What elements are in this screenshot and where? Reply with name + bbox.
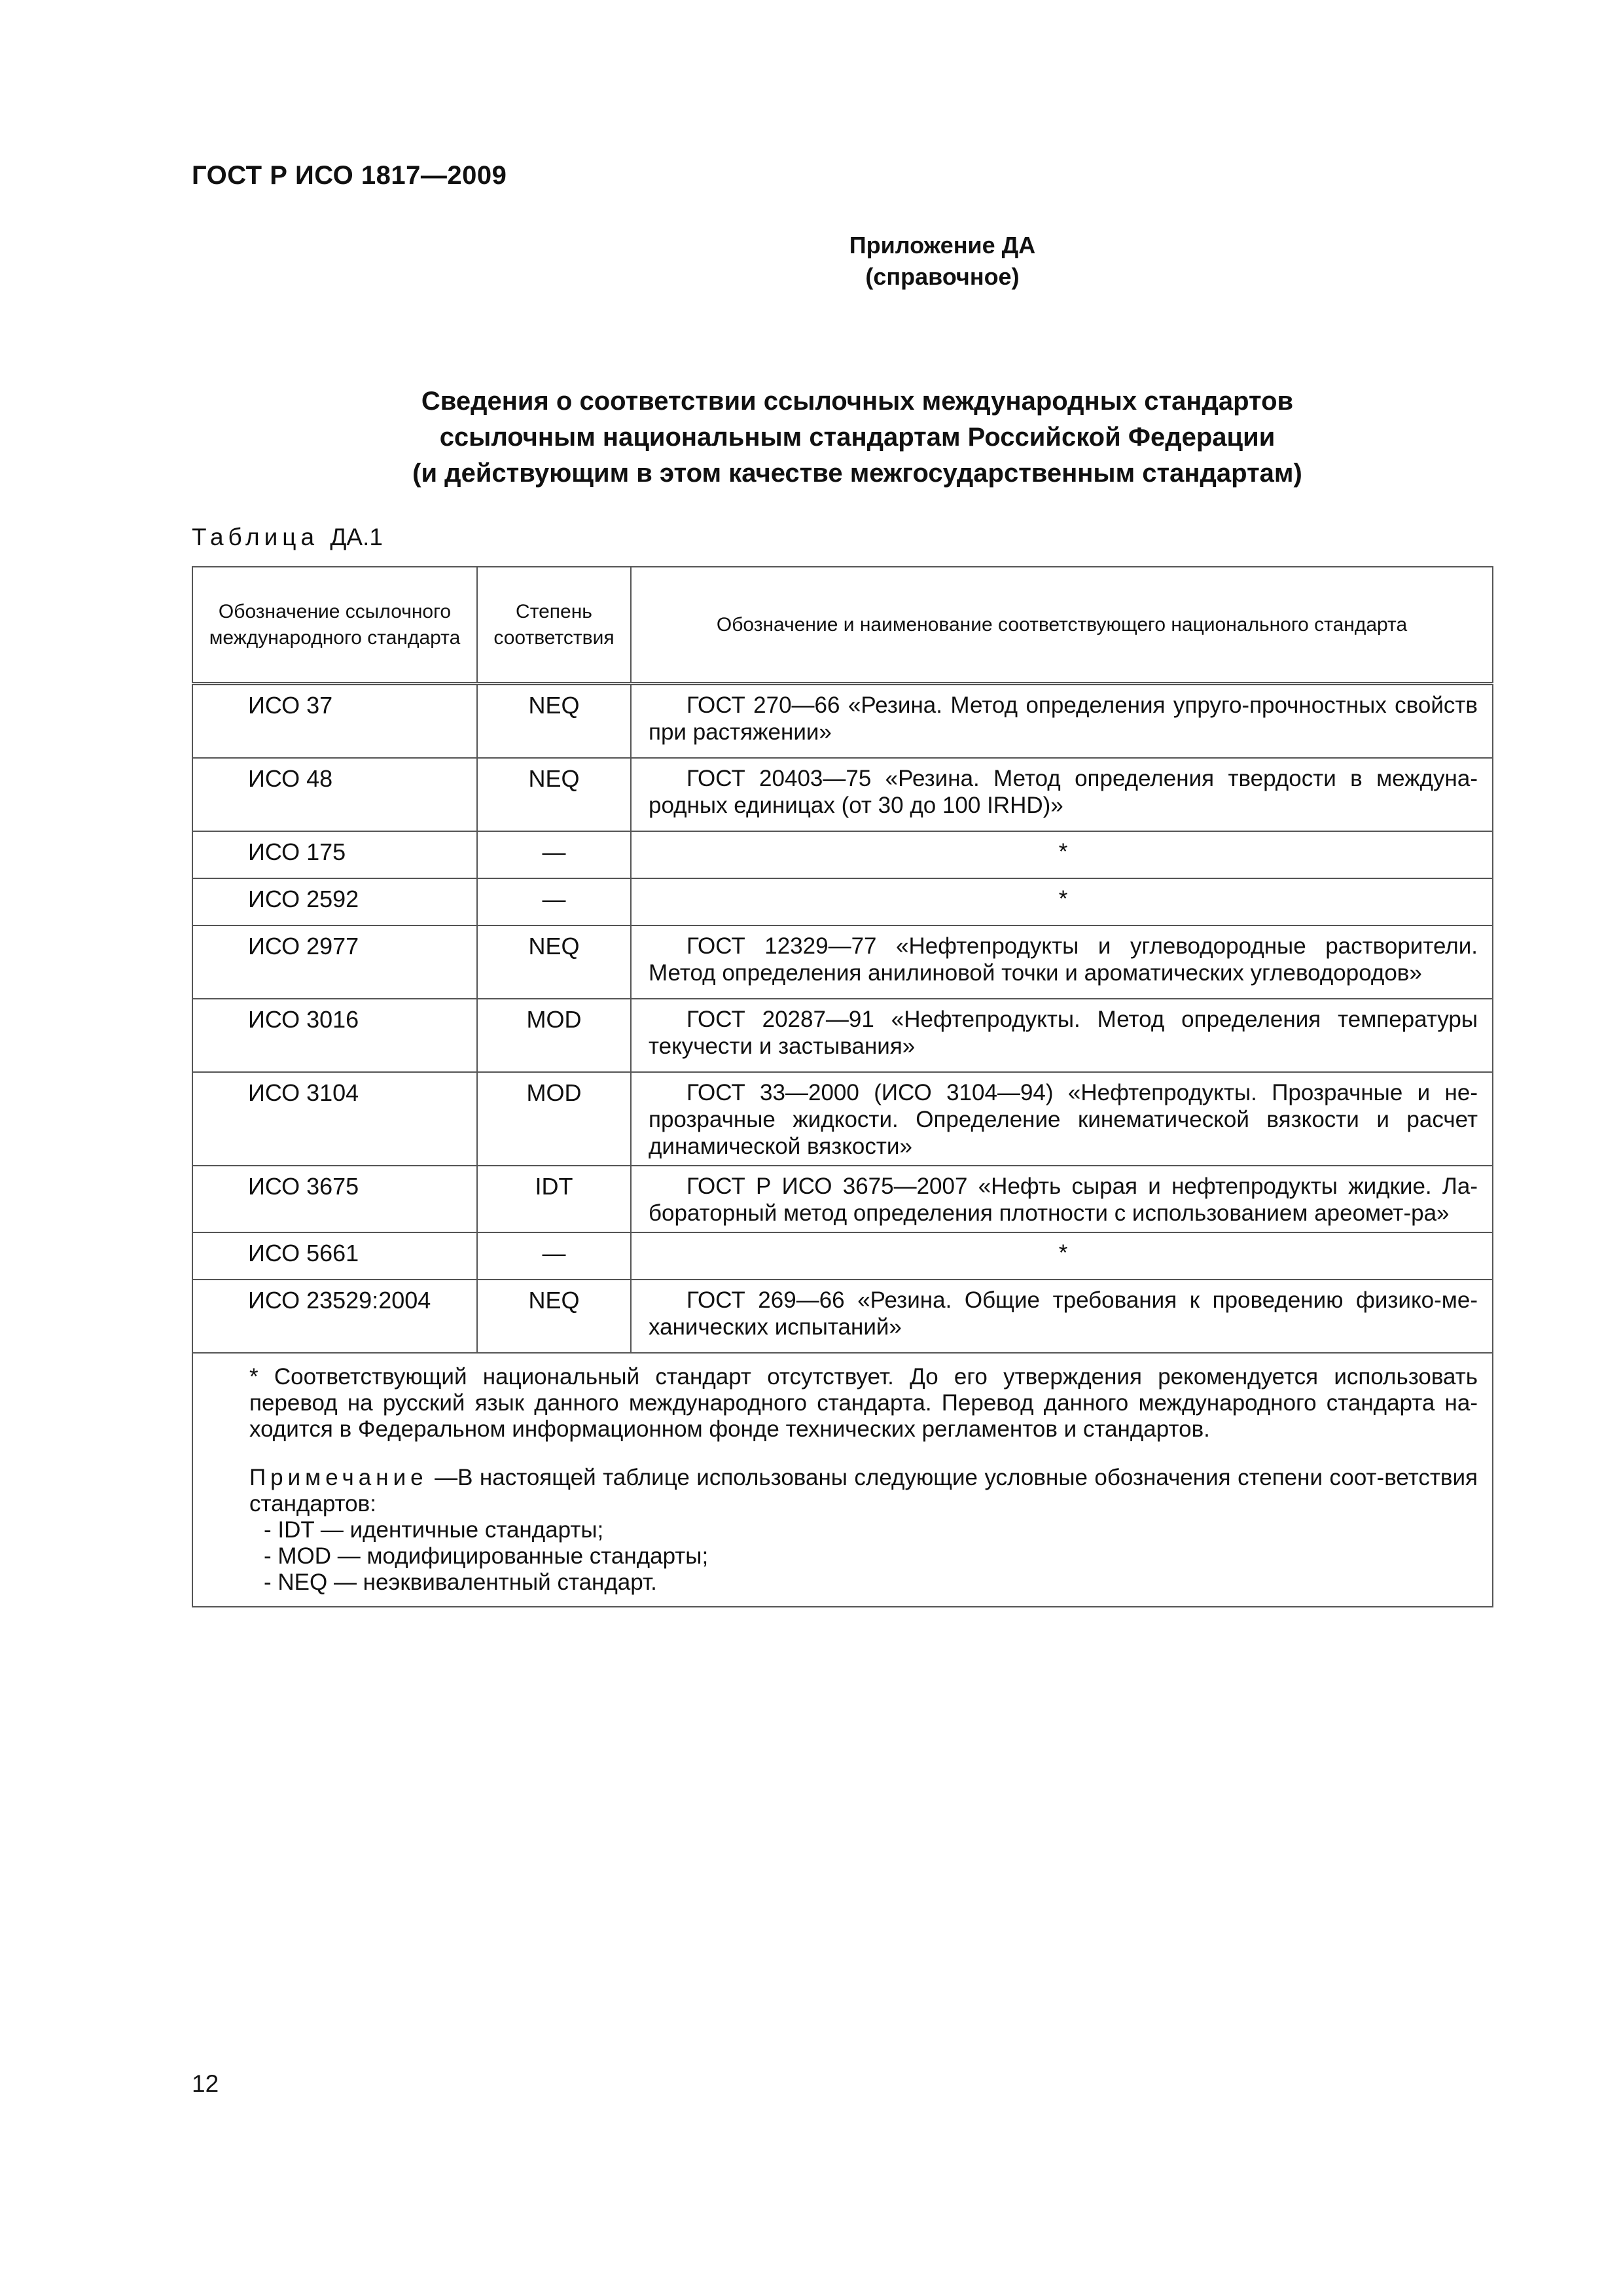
table-row [192, 878, 1493, 925]
appendix-type: (справочное) [865, 263, 1020, 290]
column-header-degree: Степень соответствия [477, 567, 631, 684]
cell-code: ИСО 3104 [192, 1072, 477, 1166]
table-header-row [192, 567, 1493, 684]
cell-name: * [631, 831, 1493, 878]
cell-name: ГОСТ 12329—77 «Нефтепродукты и углеводородные растворители. Метод определения анилиновой точки и ароматических углеводородов» [631, 925, 1493, 999]
cell-name: ГОСТ 20287—91 «Нефтепродукты. Метод определения температуры текучести и застывания» [631, 999, 1493, 1072]
table-row [192, 831, 1493, 878]
note-item: - MOD — модифицированные стандарты; [264, 1543, 709, 1569]
table-caption-word: Таблица [192, 524, 319, 550]
title-line-1: Сведения о соответствии ссылочных международных стандартов [421, 387, 1294, 416]
cell-code: ИСО 3675 [192, 1166, 477, 1232]
appendix-label: Приложение ДА [849, 232, 1036, 259]
cell-code: ИСО 5661 [192, 1232, 477, 1280]
table-row [192, 1072, 1493, 1166]
cell-code: ИСО 2977 [192, 925, 477, 999]
note-text: —В настоящей таблице использованы следующие условные обозначения степени соот-ветствия стандартов: [249, 1465, 1478, 1516]
title-line-3: (и действующим в этом качестве межгосударственным стандартам) [412, 459, 1302, 488]
cell-name: ГОСТ 33—2000 (ИСО 3104—94) «Нефтепродукты. Прозрачные и не-прозрачные жидкости. Определение кинематической вязкости и расчет динамической вязкости» [631, 1072, 1493, 1166]
note-item: - NEQ — неэквивалентный стандарт. [264, 1570, 657, 1595]
table-row [192, 1166, 1493, 1232]
cell-degree: NEQ [477, 684, 631, 759]
table-footnote-cell [192, 1353, 1493, 1607]
cell-degree: MOD [477, 1072, 631, 1166]
cell-degree: IDT [477, 1166, 631, 1232]
table-row [192, 999, 1493, 1072]
cell-name: ГОСТ 270—66 «Резина. Метод определения упруго-прочностных свойств при растяжении» [631, 684, 1493, 759]
footnote-text: * Соответствующий национальный стандарт отсутствует. До его утверждения рекомендуется использовать перевод на русский язык данного международного стандарта. Перевод данного международного стандарта на-ходится в Федеральном информационном фонде технических регламентов и стандартов. [249, 1364, 1478, 1442]
standards-table [192, 566, 1493, 1607]
cell-degree: MOD [477, 999, 631, 1072]
page-number: 12 [192, 2070, 219, 2097]
cell-code: ИСО 175 [192, 831, 477, 878]
cell-degree: NEQ [477, 1280, 631, 1353]
cell-name: ГОСТ 269—66 «Резина. Общие требования к проведению физико-ме-ханических испытаний» [631, 1280, 1493, 1353]
cell-code: ИСО 23529:2004 [192, 1280, 477, 1353]
cell-degree: — [477, 878, 631, 925]
cell-name: ГОСТ Р ИСО 3675—2007 «Нефть сырая и нефтепродукты жидкие. Ла-бораторный метод определения плотности с использованием ареомет-ра» [631, 1166, 1493, 1232]
column-header-name: Обозначение и наименование соответствующего национального стандарта [631, 567, 1493, 684]
cell-name: * [631, 878, 1493, 925]
note-paragraph [211, 1465, 1478, 1517]
cell-degree: NEQ [477, 758, 631, 831]
page-title [223, 384, 1492, 492]
table-row [192, 758, 1493, 831]
table-row [192, 1232, 1493, 1280]
cell-name: * [631, 1232, 1493, 1280]
title-line-2: ссылочным национальным стандартам Российской Федерации [439, 423, 1275, 452]
table-caption-number: ДА.1 [330, 524, 383, 550]
cell-code: ИСО 2592 [192, 878, 477, 925]
table-row [192, 1280, 1493, 1353]
cell-degree: NEQ [477, 925, 631, 999]
cell-degree: — [477, 1232, 631, 1280]
table-row [192, 684, 1493, 759]
column-header-code: Обозначение ссылочного международного стандарта [192, 567, 477, 684]
table-caption [192, 524, 383, 551]
table-row [192, 925, 1493, 999]
cell-name: ГОСТ 20403—75 «Резина. Метод определения твердости в междуна-родных единицах (от 30 до 100 IRHD)» [631, 758, 1493, 831]
cell-degree: — [477, 831, 631, 878]
cell-code: ИСО 3016 [192, 999, 477, 1072]
cell-code: ИСО 48 [192, 758, 477, 831]
cell-code: ИСО 37 [192, 684, 477, 759]
document-code: ГОСТ Р ИСО 1817—2009 [192, 161, 507, 190]
table-footer-row [192, 1353, 1493, 1607]
note-item: - IDT — идентичные стандарты; [264, 1517, 604, 1543]
appendix-heading [681, 230, 1204, 293]
note-label: Примечание [249, 1465, 428, 1490]
